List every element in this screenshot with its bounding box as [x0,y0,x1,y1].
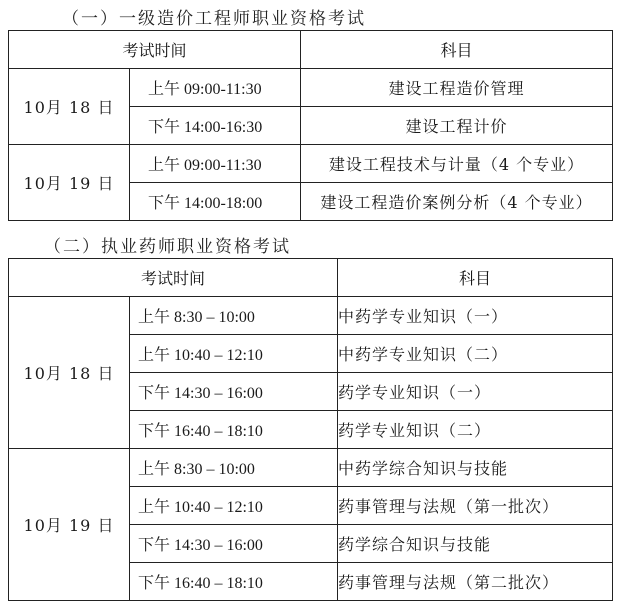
exam-subject: 中药学综合知识与技能 [338,449,613,487]
exam-date: 10月 19 日 [9,449,130,601]
exam-subject: 建设工程造价管理 [301,69,613,107]
exam-time: 上午 10:40 – 12:10 [130,335,338,373]
table-header-row [9,31,613,69]
exam-time: 下午 14:30 – 16:00 [130,373,338,411]
exam-date: 10月 18 日 [9,297,130,449]
exam-subject: 建设工程计价 [301,107,613,145]
exam-subject: 中药学专业知识（一） [338,297,613,335]
exam-time: 下午 14:00-18:00 [130,183,301,221]
exam-time: 下午 14:00-16:30 [130,107,301,145]
exam-subject: 药学综合知识与技能 [338,525,613,563]
table-header-row [9,259,613,297]
exam-date: 10月 18 日 [9,69,130,145]
section-title-cost-engineer: （一）一级造价工程师职业资格考试 [62,9,366,29]
exam-subject: 药学专业知识（一） [338,373,613,411]
exam-schedule-table-cost-engineer [8,30,613,221]
exam-time: 上午 8:30 – 10:00 [130,297,338,335]
header-exam-time: 考试时间 [9,31,301,69]
exam-time: 上午 10:40 – 12:10 [130,487,338,525]
exam-subject: 药事管理与法规（第一批次） [338,487,613,525]
header-exam-time: 考试时间 [9,259,338,297]
exam-time: 下午 16:40 – 18:10 [130,411,338,449]
table-row [9,69,613,107]
exam-subject: 中药学专业知识（二） [338,335,613,373]
exam-schedule-table-pharmacist [8,258,613,601]
exam-time: 下午 16:40 – 18:10 [130,563,338,601]
table-row [9,297,613,335]
exam-time: 上午 09:00-11:30 [130,69,301,107]
header-subject: 科目 [301,31,613,69]
exam-subject: 建设工程技术与计量（4 个专业） [301,145,613,183]
table-row [9,145,613,183]
exam-time: 下午 14:30 – 16:00 [130,525,338,563]
exam-time: 上午 8:30 – 10:00 [130,449,338,487]
section-title-licensed-pharmacist: （二）执业药师职业资格考试 [44,237,291,257]
exam-time: 上午 09:00-11:30 [130,145,301,183]
exam-date: 10月 19 日 [9,145,130,221]
table-row [9,449,613,487]
exam-subject: 药学专业知识（二） [338,411,613,449]
header-subject: 科目 [338,259,613,297]
exam-subject: 药事管理与法规（第二批次） [338,563,613,601]
exam-subject: 建设工程造价案例分析（4 个专业） [301,183,613,221]
